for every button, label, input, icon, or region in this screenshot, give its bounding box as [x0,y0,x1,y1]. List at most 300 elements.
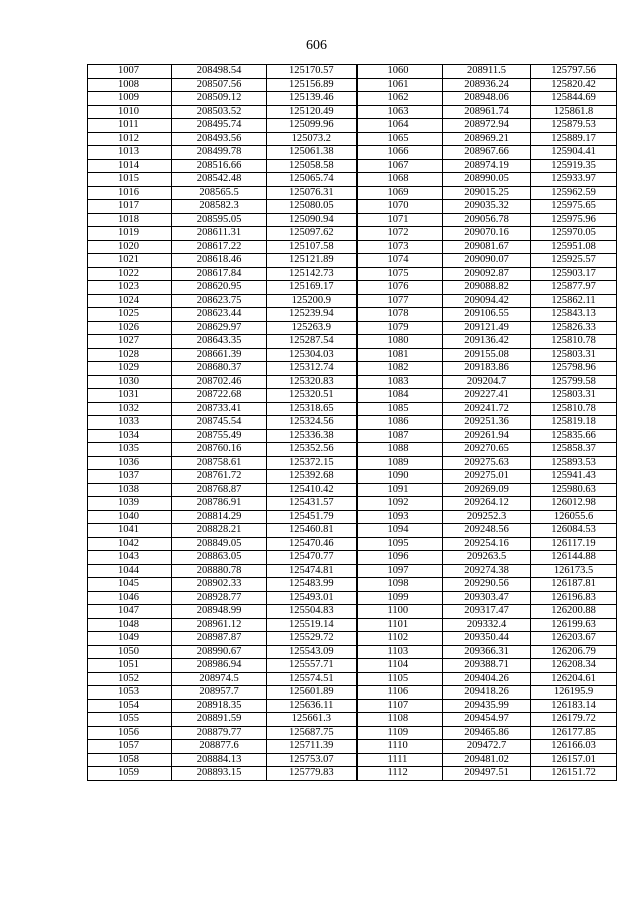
x-coordinate-cell: 208879.77 [172,726,267,740]
y-coordinate-cell: 126206.79 [531,645,617,659]
y-coordinate-cell: 125799.58 [531,375,617,389]
point-number-cell: 1066 [357,146,443,160]
point-number-cell: 1048 [88,618,172,632]
point-number-cell: 1023 [88,281,172,295]
point-number-cell: 1089 [357,456,443,470]
y-coordinate-cell: 125470.46 [267,537,357,551]
point-number-cell: 1108 [357,713,443,727]
y-coordinate-cell: 125097.62 [267,227,357,241]
x-coordinate-cell: 208948.06 [443,92,531,106]
y-coordinate-cell: 125687.75 [267,726,357,740]
x-coordinate-cell: 209056.78 [443,213,531,227]
point-number-cell: 1056 [88,726,172,740]
y-coordinate-cell: 126187.81 [531,578,617,592]
y-coordinate-cell: 125803.31 [531,389,617,403]
point-number-cell: 1051 [88,659,172,673]
x-coordinate-cell: 208702.46 [172,375,267,389]
y-coordinate-cell: 126055.6 [531,510,617,524]
y-coordinate-cell: 125543.09 [267,645,357,659]
point-number-cell: 1032 [88,402,172,416]
y-coordinate-cell: 126196.83 [531,591,617,605]
x-coordinate-cell: 209183.86 [443,362,531,376]
x-coordinate-cell: 208680.37 [172,362,267,376]
point-number-cell: 1092 [357,497,443,511]
x-coordinate-cell: 208661.39 [172,348,267,362]
y-coordinate-cell: 125951.08 [531,240,617,254]
table-row [88,78,617,92]
table-row [88,267,617,281]
x-coordinate-cell: 209070.16 [443,227,531,241]
point-number-cell: 1045 [88,578,172,592]
y-coordinate-cell: 125820.42 [531,78,617,92]
y-coordinate-cell: 125304.03 [267,348,357,362]
y-coordinate-cell: 125711.39 [267,740,357,754]
y-coordinate-cell: 125352.56 [267,443,357,457]
point-number-cell: 1042 [88,537,172,551]
point-number-cell: 1085 [357,402,443,416]
y-coordinate-cell: 125392.68 [267,470,357,484]
y-coordinate-cell: 125601.89 [267,686,357,700]
point-number-cell: 1020 [88,240,172,254]
table-row [88,632,617,646]
table-row [88,456,617,470]
x-coordinate-cell: 208595.05 [172,213,267,227]
y-coordinate-cell: 125483.99 [267,578,357,592]
y-coordinate-cell: 125975.65 [531,200,617,214]
y-coordinate-cell: 125835.66 [531,429,617,443]
y-coordinate-cell: 125797.56 [531,65,617,79]
point-number-cell: 1063 [357,105,443,119]
y-coordinate-cell: 126144.88 [531,551,617,565]
x-coordinate-cell: 208884.13 [172,753,267,767]
point-number-cell: 1088 [357,443,443,457]
point-number-cell: 1010 [88,105,172,119]
x-coordinate-cell: 209270.65 [443,443,531,457]
point-number-cell: 1062 [357,92,443,106]
table-row [88,375,617,389]
x-coordinate-cell: 208849.05 [172,537,267,551]
table-row [88,699,617,713]
x-coordinate-cell: 208990.05 [443,173,531,187]
x-coordinate-cell: 208957.7 [172,686,267,700]
table-row [88,335,617,349]
y-coordinate-cell: 125460.81 [267,524,357,538]
x-coordinate-cell: 208990.67 [172,645,267,659]
y-coordinate-cell: 125139.46 [267,92,357,106]
x-coordinate-cell: 209261.94 [443,429,531,443]
point-number-cell: 1098 [357,578,443,592]
point-number-cell: 1022 [88,267,172,281]
point-number-cell: 1036 [88,456,172,470]
x-coordinate-cell: 208745.54 [172,416,267,430]
x-coordinate-cell: 209290.56 [443,578,531,592]
table-body [88,65,617,781]
point-number-cell: 1097 [357,564,443,578]
x-coordinate-cell: 208877.6 [172,740,267,754]
point-number-cell: 1055 [88,713,172,727]
x-coordinate-cell: 209454.97 [443,713,531,727]
table-row [88,348,617,362]
table-row [88,605,617,619]
y-coordinate-cell: 125474.81 [267,564,357,578]
y-coordinate-cell: 125263.9 [267,321,357,335]
y-coordinate-cell: 126183.14 [531,699,617,713]
table-row [88,753,617,767]
point-number-cell: 1019 [88,227,172,241]
point-number-cell: 1107 [357,699,443,713]
point-number-cell: 1037 [88,470,172,484]
x-coordinate-cell: 208495.74 [172,119,267,133]
x-coordinate-cell: 208972.94 [443,119,531,133]
point-number-cell: 1081 [357,348,443,362]
x-coordinate-cell: 209088.82 [443,281,531,295]
y-coordinate-cell: 125431.57 [267,497,357,511]
x-coordinate-cell: 208974.19 [443,159,531,173]
table-row [88,146,617,160]
point-number-cell: 1068 [357,173,443,187]
table-row [88,240,617,254]
point-number-cell: 1047 [88,605,172,619]
x-coordinate-cell: 208761.72 [172,470,267,484]
y-coordinate-cell: 125844.69 [531,92,617,106]
x-coordinate-cell: 208565.5 [172,186,267,200]
y-coordinate-cell: 125120.49 [267,105,357,119]
x-coordinate-cell: 209350.44 [443,632,531,646]
point-number-cell: 1105 [357,672,443,686]
y-coordinate-cell: 125312.74 [267,362,357,376]
point-number-cell: 1109 [357,726,443,740]
x-coordinate-cell: 209269.09 [443,483,531,497]
y-coordinate-cell: 125557.71 [267,659,357,673]
point-number-cell: 1102 [357,632,443,646]
x-coordinate-cell: 208498.54 [172,65,267,79]
point-number-cell: 1009 [88,92,172,106]
y-coordinate-cell: 125451.79 [267,510,357,524]
table-row [88,726,617,740]
x-coordinate-cell: 208582.3 [172,200,267,214]
point-number-cell: 1044 [88,564,172,578]
table-row [88,537,617,551]
point-number-cell: 1014 [88,159,172,173]
y-coordinate-cell: 125636.11 [267,699,357,713]
y-coordinate-cell: 125142.73 [267,267,357,281]
x-coordinate-cell: 208617.22 [172,240,267,254]
x-coordinate-cell: 209251.36 [443,416,531,430]
point-number-cell: 1110 [357,740,443,754]
table-row [88,402,617,416]
x-coordinate-cell: 208516.66 [172,159,267,173]
y-coordinate-cell: 126204.61 [531,672,617,686]
table-row [88,618,617,632]
y-coordinate-cell: 125372.15 [267,456,357,470]
y-coordinate-cell: 125320.83 [267,375,357,389]
table-row [88,132,617,146]
y-coordinate-cell: 126195.9 [531,686,617,700]
point-number-cell: 1073 [357,240,443,254]
y-coordinate-cell: 125858.37 [531,443,617,457]
x-coordinate-cell: 208948.99 [172,605,267,619]
x-coordinate-cell: 209418.26 [443,686,531,700]
table-row [88,483,617,497]
x-coordinate-cell: 209204.7 [443,375,531,389]
point-number-cell: 1057 [88,740,172,754]
point-number-cell: 1070 [357,200,443,214]
x-coordinate-cell: 209435.99 [443,699,531,713]
table-row [88,740,617,754]
table-row [88,321,617,335]
y-coordinate-cell: 125861.8 [531,105,617,119]
table-row [88,200,617,214]
x-coordinate-cell: 208755.49 [172,429,267,443]
table-row [88,159,617,173]
point-number-cell: 1084 [357,389,443,403]
x-coordinate-cell: 209121.49 [443,321,531,335]
x-coordinate-cell: 208499.78 [172,146,267,160]
x-coordinate-cell: 208961.74 [443,105,531,119]
x-coordinate-cell: 208629.97 [172,321,267,335]
x-coordinate-cell: 208623.75 [172,294,267,308]
x-coordinate-cell: 208618.46 [172,254,267,268]
y-coordinate-cell: 125889.17 [531,132,617,146]
table-row [88,767,617,781]
point-number-cell: 1104 [357,659,443,673]
table-row [88,578,617,592]
point-number-cell: 1061 [357,78,443,92]
y-coordinate-cell: 125810.78 [531,402,617,416]
table-row [88,510,617,524]
y-coordinate-cell: 125200.9 [267,294,357,308]
table-row [88,294,617,308]
x-coordinate-cell: 209227.41 [443,389,531,403]
y-coordinate-cell: 126203.67 [531,632,617,646]
point-number-cell: 1078 [357,308,443,322]
x-coordinate-cell: 208542.48 [172,173,267,187]
y-coordinate-cell: 126166.03 [531,740,617,754]
x-coordinate-cell: 209264.12 [443,497,531,511]
y-coordinate-cell: 125893.53 [531,456,617,470]
x-coordinate-cell: 208503.52 [172,105,267,119]
x-coordinate-cell: 209481.02 [443,753,531,767]
point-number-cell: 1050 [88,645,172,659]
y-coordinate-cell: 125504.83 [267,605,357,619]
x-coordinate-cell: 209090.07 [443,254,531,268]
x-coordinate-cell: 209241.72 [443,402,531,416]
y-coordinate-cell: 125980.63 [531,483,617,497]
point-number-cell: 1087 [357,429,443,443]
table-row [88,281,617,295]
x-coordinate-cell: 209465.86 [443,726,531,740]
point-number-cell: 1082 [357,362,443,376]
x-coordinate-cell: 209155.08 [443,348,531,362]
point-number-cell: 1041 [88,524,172,538]
point-number-cell: 1024 [88,294,172,308]
y-coordinate-cell: 125080.05 [267,200,357,214]
point-number-cell: 1027 [88,335,172,349]
table-row [88,416,617,430]
point-number-cell: 1064 [357,119,443,133]
x-coordinate-cell: 208880.78 [172,564,267,578]
table-row [88,362,617,376]
x-coordinate-cell: 208643.35 [172,335,267,349]
point-number-cell: 1030 [88,375,172,389]
x-coordinate-cell: 209366.31 [443,645,531,659]
x-coordinate-cell: 208936.24 [443,78,531,92]
y-coordinate-cell: 125925.57 [531,254,617,268]
point-number-cell: 1007 [88,65,172,79]
y-coordinate-cell: 125826.33 [531,321,617,335]
point-number-cell: 1049 [88,632,172,646]
y-coordinate-cell: 125169.17 [267,281,357,295]
point-number-cell: 1028 [88,348,172,362]
y-coordinate-cell: 126012.98 [531,497,617,511]
table-row [88,105,617,119]
x-coordinate-cell: 209388.71 [443,659,531,673]
y-coordinate-cell: 125287.54 [267,335,357,349]
x-coordinate-cell: 208969.21 [443,132,531,146]
y-coordinate-cell: 126151.72 [531,767,617,781]
table-row [88,686,617,700]
x-coordinate-cell: 209015.25 [443,186,531,200]
point-number-cell: 1076 [357,281,443,295]
page-number: 606 [306,38,327,53]
coordinate-table [87,64,617,781]
y-coordinate-cell: 125099.96 [267,119,357,133]
point-number-cell: 1015 [88,173,172,187]
point-number-cell: 1025 [88,308,172,322]
y-coordinate-cell: 125819.18 [531,416,617,430]
x-coordinate-cell: 208722.68 [172,389,267,403]
point-number-cell: 1035 [88,443,172,457]
table-row [88,551,617,565]
x-coordinate-cell: 209497.51 [443,767,531,781]
x-coordinate-cell: 208987.87 [172,632,267,646]
point-number-cell: 1011 [88,119,172,133]
point-number-cell: 1026 [88,321,172,335]
y-coordinate-cell: 125919.35 [531,159,617,173]
point-number-cell: 1072 [357,227,443,241]
y-coordinate-cell: 125336.38 [267,429,357,443]
table-row [88,389,617,403]
x-coordinate-cell: 208507.56 [172,78,267,92]
point-number-cell: 1052 [88,672,172,686]
table-row [88,186,617,200]
x-coordinate-cell: 208902.33 [172,578,267,592]
x-coordinate-cell: 209252.3 [443,510,531,524]
y-coordinate-cell: 125065.74 [267,173,357,187]
table-row [88,213,617,227]
y-coordinate-cell: 126179.72 [531,713,617,727]
y-coordinate-cell: 125320.51 [267,389,357,403]
point-number-cell: 1100 [357,605,443,619]
point-number-cell: 1039 [88,497,172,511]
point-number-cell: 1106 [357,686,443,700]
x-coordinate-cell: 208928.77 [172,591,267,605]
x-coordinate-cell: 208986.94 [172,659,267,673]
point-number-cell: 1093 [357,510,443,524]
table-row [88,497,617,511]
point-number-cell: 1083 [357,375,443,389]
x-coordinate-cell: 208961.12 [172,618,267,632]
point-number-cell: 1099 [357,591,443,605]
y-coordinate-cell: 125904.41 [531,146,617,160]
point-number-cell: 1059 [88,767,172,781]
x-coordinate-cell: 208893.15 [172,767,267,781]
point-number-cell: 1095 [357,537,443,551]
point-number-cell: 1077 [357,294,443,308]
point-number-cell: 1075 [357,267,443,281]
y-coordinate-cell: 125933.97 [531,173,617,187]
point-number-cell: 1074 [357,254,443,268]
x-coordinate-cell: 209106.55 [443,308,531,322]
y-coordinate-cell: 125519.14 [267,618,357,632]
point-number-cell: 1112 [357,767,443,781]
point-number-cell: 1012 [88,132,172,146]
table-row [88,524,617,538]
y-coordinate-cell: 125076.31 [267,186,357,200]
point-number-cell: 1069 [357,186,443,200]
table-row [88,672,617,686]
point-number-cell: 1071 [357,213,443,227]
x-coordinate-cell: 208918.35 [172,699,267,713]
point-number-cell: 1040 [88,510,172,524]
y-coordinate-cell: 125324.56 [267,416,357,430]
point-number-cell: 1054 [88,699,172,713]
x-coordinate-cell: 208768.87 [172,483,267,497]
point-number-cell: 1043 [88,551,172,565]
point-number-cell: 1067 [357,159,443,173]
point-number-cell: 1058 [88,753,172,767]
x-coordinate-cell: 209404.26 [443,672,531,686]
y-coordinate-cell: 125975.96 [531,213,617,227]
x-coordinate-cell: 208760.16 [172,443,267,457]
x-coordinate-cell: 208891.59 [172,713,267,727]
y-coordinate-cell: 125239.94 [267,308,357,322]
y-coordinate-cell: 125073.2 [267,132,357,146]
y-coordinate-cell: 125843.13 [531,308,617,322]
y-coordinate-cell: 125941.43 [531,470,617,484]
x-coordinate-cell: 209274.38 [443,564,531,578]
table-row [88,173,617,187]
point-number-cell: 1080 [357,335,443,349]
y-coordinate-cell: 126177.85 [531,726,617,740]
x-coordinate-cell: 209263.5 [443,551,531,565]
point-number-cell: 1065 [357,132,443,146]
table-row [88,443,617,457]
x-coordinate-cell: 209094.42 [443,294,531,308]
y-coordinate-cell: 125879.53 [531,119,617,133]
y-coordinate-cell: 126199.63 [531,618,617,632]
point-number-cell: 1021 [88,254,172,268]
y-coordinate-cell: 126117.19 [531,537,617,551]
x-coordinate-cell: 208623.44 [172,308,267,322]
y-coordinate-cell: 125877.97 [531,281,617,295]
y-coordinate-cell: 125410.42 [267,483,357,497]
y-coordinate-cell: 125862.11 [531,294,617,308]
x-coordinate-cell: 209275.63 [443,456,531,470]
y-coordinate-cell: 125170.57 [267,65,357,79]
table-row [88,429,617,443]
table-row [88,645,617,659]
y-coordinate-cell: 125107.58 [267,240,357,254]
point-number-cell: 1060 [357,65,443,79]
table-row [88,227,617,241]
point-number-cell: 1013 [88,146,172,160]
table-row [88,564,617,578]
x-coordinate-cell: 209248.56 [443,524,531,538]
y-coordinate-cell: 125753.07 [267,753,357,767]
y-coordinate-cell: 125121.89 [267,254,357,268]
y-coordinate-cell: 125803.31 [531,348,617,362]
